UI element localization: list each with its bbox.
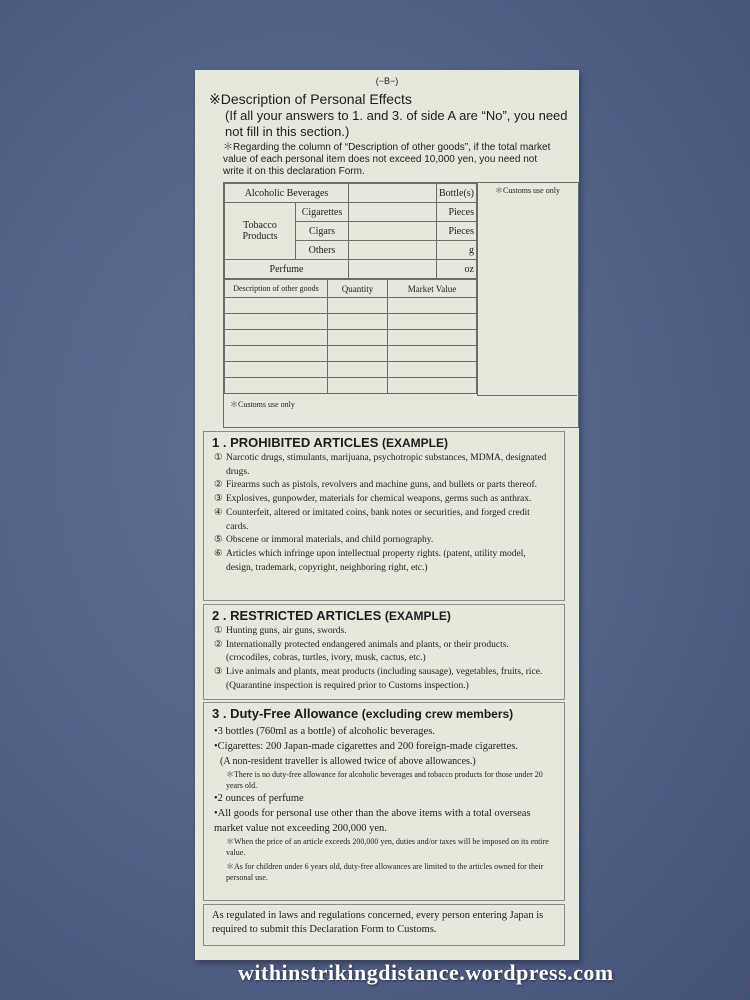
other-goods-table	[224, 279, 477, 394]
tobacco-label: Tobacco Products	[225, 203, 296, 260]
cigars-unit: Pieces	[437, 222, 477, 241]
others-label: Others	[296, 241, 349, 260]
prohibited-list	[214, 452, 554, 575]
list-item: ② Internationally protected endangered animals and plants, or their products. (crocodiles, cobras, turtles, ivory, musk, cactus, etc.)	[214, 639, 509, 664]
list-item: ③ Live animals and plants, meat products (including sausage), vegetables, fruits, rice. (Quarantine inspection is required prior to Customs inspection.)	[214, 667, 543, 691]
alcohol-input[interactable]	[349, 184, 437, 203]
list-item: ④ Counterfeit, altered or imitated coins, bank notes or securities, and forged credit cards.	[214, 507, 530, 532]
cigars-label: Cigars	[296, 222, 349, 241]
bottles-unit: Bottle(s)	[437, 184, 477, 203]
goods-row[interactable]	[225, 362, 477, 378]
allowance-alcohol: •3 bottles (760ml as a bottle) of alcoholic beverages.	[214, 726, 435, 737]
goods-row[interactable]	[225, 298, 477, 314]
customs-use-column: ＊Customs use only	[477, 183, 577, 396]
restricted-articles-section	[203, 604, 565, 700]
section-note: ＊Regarding the column of “Description of other goods”, if the total market value of each personal item does not exceed 10,000 yen, you need not write it on this declaration Form.	[223, 142, 551, 177]
cigarettes-label: Cigarettes	[296, 203, 349, 222]
allowance-cigarettes: •Cigarettes: 200 Japan-made cigarettes and 200 foreign-made cigarettes.	[214, 741, 518, 752]
cigarettes-unit: Pieces	[437, 203, 477, 222]
allowance-other-goods: •All goods for personal use other than the above items with a total overseas market value not exceeding 200,000 yen.	[214, 808, 531, 834]
goods-row[interactable]	[225, 378, 477, 394]
allowance-nonresident: (A non-resident traveller is allowed twice of above allowances.)	[220, 756, 476, 767]
col-quantity: Quantity	[328, 280, 388, 298]
goods-row[interactable]	[225, 330, 477, 346]
duty-free-section	[203, 702, 565, 901]
list-item: ③ Explosives, gunpowder, materials for chemical weapons, germs such as anthrax.	[214, 494, 532, 505]
goods-row[interactable]	[225, 346, 477, 362]
restricted-heading: 2 . RESTRICTED ARTICLES (EXAMPLE)	[212, 608, 451, 623]
declaration-form-side-b	[195, 70, 579, 960]
alcohol-label: Alcoholic Beverages	[225, 184, 349, 203]
personal-effects-table	[223, 182, 579, 428]
submission-statement: As regulated in laws and regulations concerned, every person entering Japan is required to submit this Declaration Form to Customs.	[212, 910, 544, 935]
col-market-value: Market Value	[388, 280, 477, 298]
perfume-input[interactable]	[349, 260, 437, 279]
list-item: ① Hunting guns, air guns, swords.	[214, 626, 347, 636]
watermark: withinstrikingdistance.wordpress.com	[238, 960, 614, 985]
note-price-exceeds: ＊When the price of an article exceeds 200,000 yen, duties and/or taxes will be imposed on its entire value.	[226, 837, 549, 857]
side-label: (−B−)	[375, 76, 399, 86]
perfume-label: Perfume	[225, 260, 349, 279]
goods-row[interactable]	[225, 314, 477, 330]
section-subtitle: (If all your answers to 1. and 3. of side A are “No”, you need not fill in this section.)	[225, 108, 568, 139]
cigarettes-input[interactable]	[349, 203, 437, 222]
customs-use-bottom: ＊Customs use only	[230, 400, 295, 409]
cigars-input[interactable]	[349, 222, 437, 241]
duty-free-heading: 3 . Duty-Free Allowance (excluding crew members)	[212, 706, 514, 721]
prohibited-articles-section	[203, 431, 565, 601]
goods-grid	[224, 183, 477, 279]
list-item: ② Firearms such as pistols, revolvers and machine guns, and bullets or parts thereof.	[214, 480, 538, 491]
list-item: ⑤ Obscene or immoral materials, and child pornography.	[214, 535, 434, 546]
list-item: ① Narcotic drugs, stimulants, marijuana, psychotropic substances, MDMA, designated drugs.	[214, 453, 547, 477]
section-title: ※Description of Personal Effects	[209, 91, 412, 107]
duty-free-list	[214, 724, 559, 883]
restricted-list	[214, 625, 554, 694]
note-children: ＊As for children under 6 years old, duty-free allowances are limited to the articles owned for their personal use.	[226, 862, 544, 882]
col-description: Description of other goods	[225, 280, 328, 298]
others-unit: g	[437, 241, 477, 260]
perfume-unit: oz	[437, 260, 477, 279]
note-under-20: ＊There is no duty-free allowance for alcoholic beverages and tobacco products for those under 20 years old.	[226, 770, 543, 790]
allowance-perfume: •2 ounces of perfume	[214, 793, 304, 804]
prohibited-heading: 1 . PROHIBITED ARTICLES (EXAMPLE)	[212, 435, 448, 450]
others-input[interactable]	[349, 241, 437, 260]
list-item: ⑥ Articles which infringe upon intellectual property rights. (patent, utility model, design, trademark, copyright, neighboring right, etc.)	[214, 548, 526, 573]
submission-statement-box	[203, 904, 565, 946]
